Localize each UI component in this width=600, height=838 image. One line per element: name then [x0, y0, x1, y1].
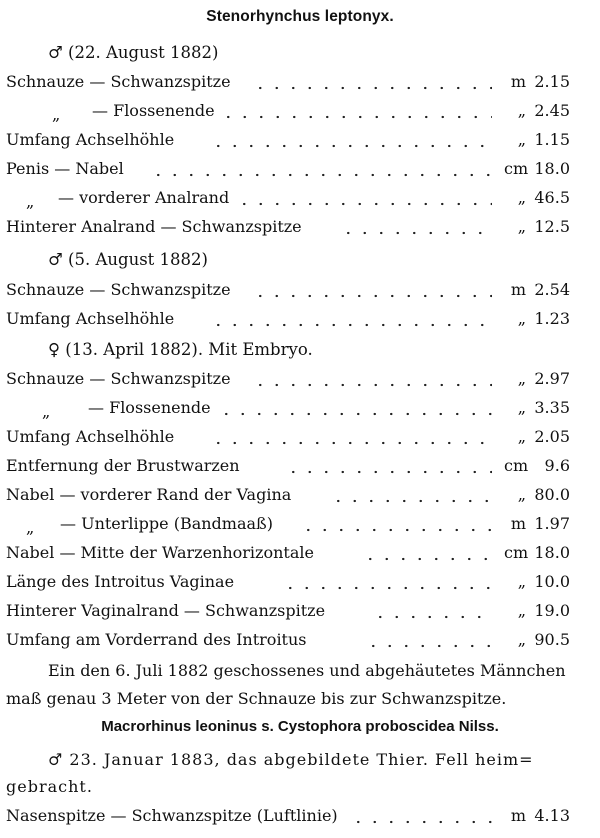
entry-line: ♂ 23. Januar 1883, das abgebildete Thier. Fell heim= — [48, 750, 534, 769]
row-value: 90.5 — [534, 630, 570, 649]
dot-leader — [350, 820, 492, 824]
row-label: Hinterer Vaginalrand — Schwanzspitze — [6, 601, 326, 620]
row-value: 18.0 — [534, 159, 570, 178]
row-label: Umfang Achselhöhle — [6, 130, 175, 149]
row-value: 12.5 — [534, 217, 570, 236]
dot-leader — [252, 86, 492, 90]
measurement-row — [0, 217, 600, 246]
row-value: 19.0 — [534, 601, 570, 620]
measurement-row — [0, 72, 600, 101]
row-value: 2.15 — [534, 72, 570, 91]
row-unit: „ — [517, 217, 526, 236]
measurement-row — [0, 427, 600, 456]
row-unit: m — [510, 806, 526, 825]
row-label: Umfang Achselhöhle — [6, 309, 175, 328]
measurement-row — [0, 572, 600, 601]
measurement-row — [0, 398, 600, 427]
row-value: 10.0 — [534, 572, 570, 591]
entry-line: gebracht. — [6, 777, 93, 796]
row-value: 46.5 — [534, 188, 570, 207]
measurement-row — [0, 485, 600, 514]
dot-leader — [210, 144, 492, 148]
row-value: 2.45 — [534, 101, 570, 120]
row-value: 2.05 — [534, 427, 570, 446]
dot-leader — [282, 586, 492, 590]
row-unit: „ — [517, 601, 526, 620]
dot-leader — [150, 173, 492, 177]
paragraph-line: maß genau 3 Meter von der Schnauze bis zur Schwanzspitze. — [6, 689, 507, 708]
row-unit: m — [510, 280, 526, 299]
measurement-row — [0, 543, 600, 572]
row-label: Länge des Introitus Vaginae — [6, 572, 235, 591]
dot-leader — [210, 323, 492, 327]
row-value: 2.97 — [534, 369, 570, 388]
row-label: Schnauze — Schwanzspitze — [6, 280, 231, 299]
measurement-row — [0, 456, 600, 485]
row-unit: „ — [517, 101, 526, 120]
measurement-row — [0, 130, 600, 159]
measurement-row — [0, 630, 600, 659]
row-label: Entfernung der Brustwarzen — [6, 456, 240, 475]
row-value: 18.0 — [534, 543, 570, 562]
dot-leader — [372, 615, 492, 619]
row-value: 1.97 — [534, 514, 570, 533]
row-unit: „ — [517, 572, 526, 591]
measurement-row — [0, 806, 600, 835]
row-unit: „ — [517, 485, 526, 504]
row-unit: „ — [517, 369, 526, 388]
dot-leader — [330, 499, 492, 503]
row-value: 9.6 — [544, 456, 570, 475]
row-value: 4.13 — [534, 806, 570, 825]
row-label: — Flossenende — [92, 101, 215, 120]
row-value: 1.15 — [534, 130, 570, 149]
dot-leader — [365, 644, 492, 648]
row-label: — Flossenende — [88, 398, 211, 417]
row-value: 1.23 — [534, 309, 570, 328]
section-header: ♂ (5. August 1882) — [48, 250, 208, 269]
row-value: 3.35 — [534, 398, 570, 417]
row-unit: „ — [517, 427, 526, 446]
row-label: Umfang Achselhöhle — [6, 427, 175, 446]
dot-leader — [236, 202, 492, 206]
section-title: Macrorhinus leoninus s. Cystophora proboscidea Nilss. — [101, 718, 499, 735]
row-label: Nabel — Mitte der Warzenhorizontale — [6, 543, 314, 562]
measurement-row — [0, 369, 600, 398]
measurement-row — [0, 188, 600, 217]
dot-leader — [252, 383, 492, 387]
measurement-row — [0, 601, 600, 630]
row-unit: cm — [504, 456, 529, 475]
section-header: ♀ (13. April 1882). Mit Embryo. — [48, 340, 313, 359]
dot-leader — [300, 528, 492, 532]
dot-leader — [252, 294, 492, 298]
ditto-mark: „ — [42, 402, 51, 421]
paragraph-line: Ein den 6. Juli 1882 geschossenes und abgehäutetes Männchen — [48, 661, 566, 680]
dot-leader — [340, 231, 492, 235]
dot-leader — [218, 412, 492, 416]
page-title: Stenorhynchus leptonyx. — [206, 8, 394, 25]
row-unit: „ — [517, 309, 526, 328]
measurement-row — [0, 159, 600, 188]
row-label: Nabel — vorderer Rand der Vagina — [6, 485, 292, 504]
row-unit: „ — [517, 398, 526, 417]
row-label: Penis — Nabel — [6, 159, 124, 178]
section-header: ♂ (22. August 1882) — [48, 43, 219, 62]
measurement-row — [0, 514, 600, 543]
row-unit: m — [510, 514, 526, 533]
ditto-mark: „ — [26, 518, 35, 537]
ditto-mark: „ — [26, 192, 35, 211]
measurement-row — [0, 280, 600, 309]
dot-leader — [220, 115, 492, 119]
row-unit: „ — [517, 188, 526, 207]
ditto-mark: „ — [52, 105, 61, 124]
dot-leader — [210, 441, 492, 445]
row-label: — vorderer Analrand — [58, 188, 230, 207]
row-unit: cm — [504, 159, 529, 178]
measurement-row — [0, 309, 600, 338]
row-unit: m — [510, 72, 526, 91]
row-label: Schnauze — Schwanzspitze — [6, 72, 231, 91]
row-value: 80.0 — [534, 485, 570, 504]
row-value: 2.54 — [534, 280, 570, 299]
dot-leader — [362, 557, 492, 561]
row-label: Nasenspitze — Schwanzspitze (Luftlinie) — [6, 806, 338, 825]
row-label: — Unterlippe (Bandmaaß) — [60, 514, 273, 533]
row-unit: „ — [517, 630, 526, 649]
row-label: Umfang am Vorderrand des Introitus — [6, 630, 307, 649]
row-label: Hinterer Analrand — Schwanzspitze — [6, 217, 302, 236]
row-unit: „ — [517, 130, 526, 149]
dot-leader — [285, 470, 492, 474]
measurement-row — [0, 101, 600, 130]
row-unit: cm — [504, 543, 529, 562]
row-label: Schnauze — Schwanzspitze — [6, 369, 231, 388]
